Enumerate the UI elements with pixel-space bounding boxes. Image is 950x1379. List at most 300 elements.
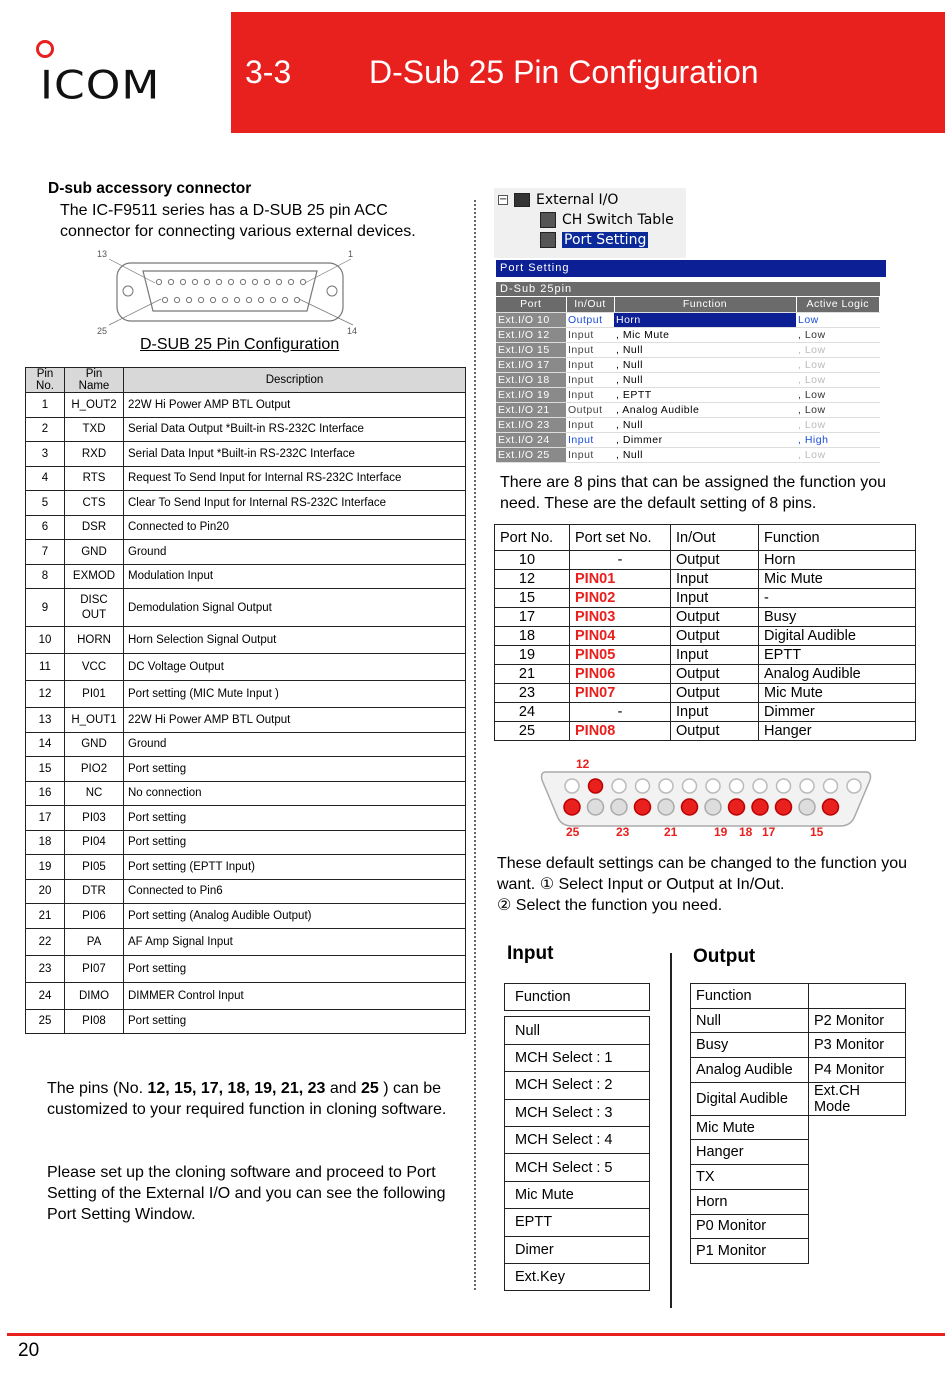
port-setting-cell-fn[interactable]: , Null xyxy=(614,447,796,462)
connector2-pin xyxy=(635,799,651,815)
default-cell-io: Input xyxy=(671,703,759,722)
pin-cell-name: PA xyxy=(65,928,124,955)
pin-row xyxy=(26,732,466,757)
port-setting-row[interactable] xyxy=(496,327,880,342)
port-setting-cell-port: Ext.I/O 12 xyxy=(496,327,566,342)
tree-item-ch-switch-label: CH Switch Table xyxy=(562,212,674,228)
pin-cell-desc: Request To Send Input for Internal RS-232C Interface xyxy=(124,466,466,491)
input-list-row xyxy=(505,984,650,1011)
connector-pin xyxy=(174,297,179,302)
input-list-header: Function xyxy=(505,984,650,1011)
default-cell-set: PIN07 xyxy=(570,684,671,703)
port-setting-cell-fn[interactable]: , Analog Audible xyxy=(614,402,796,417)
pin-cell-name: CTS xyxy=(65,491,124,516)
connector-pin xyxy=(210,297,215,302)
default-cell-io: Output xyxy=(671,684,759,703)
def-col-set: Port set No. xyxy=(570,525,671,551)
port-setting-cell-logic[interactable]: , Low xyxy=(796,357,880,372)
pin-cell-no: 20 xyxy=(26,879,65,904)
default-cell-set: PIN05 xyxy=(570,646,671,665)
conn2-label: 18 xyxy=(739,825,753,839)
pin-cell-desc: Port setting xyxy=(124,757,466,782)
port-setting-cell-logic[interactable]: , Low xyxy=(796,447,880,462)
port-setting-cell-io[interactable]: Input xyxy=(566,447,614,462)
port-setting-cell-fn[interactable]: , Mic Mute xyxy=(614,327,796,342)
port-setting-cell-port: Ext.I/O 25 xyxy=(496,447,566,462)
default-cell-port: 21 xyxy=(495,665,570,684)
output-list-empty xyxy=(809,1239,906,1264)
connector2-pin xyxy=(683,779,697,793)
port-setting-cell-fn[interactable]: , EPTT xyxy=(614,387,796,402)
default-cell-port: 15 xyxy=(495,589,570,608)
conn2-label: 19 xyxy=(714,825,728,839)
port-setting-cell-port: Ext.I/O 10 xyxy=(496,312,566,327)
connector-pin xyxy=(294,297,299,302)
port-setting-cell-port: Ext.I/O 24 xyxy=(496,432,566,447)
pin-row xyxy=(26,781,466,806)
port-setting-cell-io[interactable]: Input xyxy=(566,342,614,357)
port-setting-cell-fn[interactable]: Horn xyxy=(614,312,796,327)
input-list-row xyxy=(505,1044,650,1071)
default-row xyxy=(495,703,916,722)
port-setting-cell-port: Ext.I/O 18 xyxy=(496,372,566,387)
default-cell-fn: Busy xyxy=(759,608,916,627)
pin-row xyxy=(26,904,466,929)
intro-heading: D-sub accessory connector xyxy=(48,180,252,197)
grid-col-inout: In/Out xyxy=(566,297,614,312)
pin-cell-no: 16 xyxy=(26,781,65,806)
col-description: Description xyxy=(124,368,466,393)
pin-cell-no: 23 xyxy=(26,955,65,982)
default-cell-port: 18 xyxy=(495,627,570,646)
def-col-io: In/Out xyxy=(671,525,759,551)
connector-pin xyxy=(180,279,185,284)
pin-cell-desc: Port setting xyxy=(124,955,466,982)
logo-ring-icon xyxy=(36,40,54,58)
conn2-label: 17 xyxy=(762,825,776,839)
default-cell-fn: Horn xyxy=(759,551,916,570)
default-cell-fn: Hanger xyxy=(759,722,916,741)
pin-cell-name: VCC xyxy=(65,654,124,681)
default-cell-io: Output xyxy=(671,608,759,627)
port-setting-cell-io[interactable]: Input xyxy=(566,327,614,342)
pin-row xyxy=(26,928,466,955)
pin-row xyxy=(26,627,466,654)
pin-cell-desc: Port setting (EPTT Input) xyxy=(124,855,466,880)
def-col-function: Function xyxy=(759,525,916,551)
input-heading: Input xyxy=(507,943,554,964)
conn2-label: 15 xyxy=(810,825,824,839)
pin-row xyxy=(26,540,466,565)
conn2-label: 23 xyxy=(616,825,630,839)
pin-cell-desc: Port setting xyxy=(124,806,466,831)
pin-cell-name: GND xyxy=(65,732,124,757)
external-io-tree xyxy=(494,188,686,258)
connector2-pin xyxy=(823,799,839,815)
connector-pin xyxy=(282,297,287,302)
output-list-item: Horn xyxy=(691,1189,809,1214)
highlighted-connector-diagram xyxy=(536,756,876,846)
connector2-pin xyxy=(729,799,745,815)
output-list-item: Analog Audible xyxy=(691,1058,809,1083)
output-list-header: Function xyxy=(691,984,809,1009)
port-setting-cell-io[interactable]: Input xyxy=(566,417,614,432)
default-cell-fn: EPTT xyxy=(759,646,916,665)
output-list-row xyxy=(691,1140,906,1165)
tree-item-port-setting[interactable] xyxy=(540,232,648,248)
default-cell-set: PIN02 xyxy=(570,589,671,608)
connector-pin xyxy=(162,297,167,302)
output-list-item: Null xyxy=(691,1008,809,1033)
connector-pin xyxy=(216,279,221,284)
default-row xyxy=(495,722,916,741)
connector2-pin xyxy=(612,779,626,793)
pin-cell-name: RXD xyxy=(65,442,124,467)
pin-cell-name: DISC OUT xyxy=(65,589,124,627)
default-pin-table xyxy=(494,524,916,741)
pin-cell-no: 15 xyxy=(26,757,65,782)
port-setting-row[interactable] xyxy=(496,342,880,357)
pin-cell-no: 19 xyxy=(26,855,65,880)
tree-item-ch-switch[interactable] xyxy=(540,212,674,228)
para1-end: ) can be customized to your required function in cloning software. xyxy=(47,1080,447,1118)
connector-pin xyxy=(252,279,257,284)
pin-cell-desc: Ground xyxy=(124,540,466,565)
section-title: D-Sub 25 Pin Configuration xyxy=(369,54,759,90)
pin-row xyxy=(26,564,466,589)
page-number: 20 xyxy=(18,1340,40,1361)
para1-and: and xyxy=(325,1080,361,1097)
input-list-item: MCH Select : 2 xyxy=(505,1072,650,1099)
connector-pin xyxy=(222,297,227,302)
output-list-item: Ext.CH Mode xyxy=(809,1082,906,1115)
logo-text: ICOM xyxy=(40,62,161,109)
grid-col-port: Port xyxy=(496,297,566,312)
pin-cell-name: GND xyxy=(65,540,124,565)
col-pin-no: Pin No. xyxy=(26,368,65,393)
default-settings-intro: There are 8 pins that can be assigned the function you need. These are the default setting of 8 pins. xyxy=(500,474,887,512)
conn-label-13: 13 xyxy=(97,249,108,259)
section-number: 3-3 xyxy=(245,54,292,90)
input-list-item: EPTT xyxy=(505,1209,650,1236)
port-setting-row[interactable] xyxy=(496,387,880,402)
port-setting-cell-io[interactable]: Input xyxy=(566,387,614,402)
port-setting-cell-logic[interactable]: , Low xyxy=(796,417,880,432)
pin-cell-no: 6 xyxy=(26,515,65,540)
pin-cell-desc: Horn Selection Signal Output xyxy=(124,627,466,654)
output-list-row xyxy=(691,1239,906,1264)
pin-cell-desc: Port setting (Analog Audible Output) xyxy=(124,904,466,929)
default-row xyxy=(495,627,916,646)
conn2-label: 25 xyxy=(566,825,580,839)
connector-pin xyxy=(300,279,305,284)
pin-cell-desc: DIMMER Control Input xyxy=(124,982,466,1009)
connector-pin xyxy=(228,279,233,284)
connector-pin xyxy=(234,297,239,302)
tree-root-label: External I/O xyxy=(536,192,619,208)
port-setting-cell-io[interactable]: Input xyxy=(566,432,614,447)
port-setting-cell-port: Ext.I/O 21 xyxy=(496,402,566,417)
output-list-item: Mic Mute xyxy=(691,1115,809,1140)
connector2-pin xyxy=(705,799,721,815)
pin-row xyxy=(26,466,466,491)
connector-pin xyxy=(276,279,281,284)
output-list-item: Busy xyxy=(691,1033,809,1058)
output-list-empty xyxy=(809,1214,906,1239)
pin-cell-no: 22 xyxy=(26,928,65,955)
connector2-pin xyxy=(776,799,792,815)
connector2-pin xyxy=(799,799,815,815)
port-setting-cell-port: Ext.I/O 15 xyxy=(496,342,566,357)
setup-paragraph: Please set up the cloning software and proceed to Port Setting of the External I/O and you can see the following Port Setting Window. xyxy=(47,1164,446,1223)
pin-cell-no: 25 xyxy=(26,1009,65,1034)
port-setting-cell-port: Ext.I/O 19 xyxy=(496,387,566,402)
footer-line xyxy=(7,1333,945,1336)
pin-cell-name: DIMO xyxy=(65,982,124,1009)
list-divider xyxy=(670,953,672,1308)
conn2-label-12: 12 xyxy=(576,757,590,771)
pin-cell-name: PI08 xyxy=(65,1009,124,1034)
output-list-row xyxy=(691,1214,906,1239)
pin-row xyxy=(26,757,466,782)
para1-pins: 12, 15, 17, 18, 19, 21, 23 xyxy=(147,1080,326,1097)
default-cell-set: PIN03 xyxy=(570,608,671,627)
default-cell-io: Input xyxy=(671,646,759,665)
connector2-pin xyxy=(659,779,673,793)
section-banner xyxy=(231,12,945,133)
port-setting-cell-logic[interactable]: , Low xyxy=(796,372,880,387)
conn-label-1: 1 xyxy=(348,249,354,259)
connector-pin xyxy=(246,297,251,302)
port-setting-cell-fn[interactable]: , Null xyxy=(614,417,796,432)
default-cell-fn: Analog Audible xyxy=(759,665,916,684)
pin-cell-name: H_OUT1 xyxy=(65,708,124,733)
pin-cell-name: DSR xyxy=(65,515,124,540)
input-list-item: Null xyxy=(505,1017,650,1044)
default-row xyxy=(495,589,916,608)
connector2-pin xyxy=(800,779,814,793)
pin-cell-desc: DC Voltage Output xyxy=(124,654,466,681)
default-cell-fn: Digital Audible xyxy=(759,627,916,646)
pin-cell-desc: Connected to Pin6 xyxy=(124,879,466,904)
port-setting-cell-io[interactable]: Output xyxy=(566,312,614,327)
pin-cell-desc: Serial Data Input *Built-in RS-232C Interface xyxy=(124,442,466,467)
output-list-empty xyxy=(809,1189,906,1214)
change-instructions xyxy=(497,853,917,916)
port-setting-cell-logic[interactable]: , Low xyxy=(796,387,880,402)
port-setting-cell-io[interactable]: Input xyxy=(566,357,614,372)
output-list-empty xyxy=(809,1140,906,1165)
pin-cell-desc: Port setting xyxy=(124,1009,466,1034)
connector2-pin xyxy=(636,779,650,793)
port-setting-row[interactable] xyxy=(496,357,880,372)
pin-cell-desc: Clear To Send Input for Internal RS-232C Interface xyxy=(124,491,466,516)
default-cell-port: 19 xyxy=(495,646,570,665)
pin-table xyxy=(25,367,466,1034)
pin-cell-desc: Port setting (MIC Mute Input ) xyxy=(124,681,466,708)
default-cell-fn: - xyxy=(759,589,916,608)
port-setting-row[interactable] xyxy=(496,447,880,462)
output-list-item: Hanger xyxy=(691,1140,809,1165)
pin-cell-no: 18 xyxy=(26,830,65,855)
collapse-icon[interactable]: − xyxy=(499,194,508,205)
pin-row xyxy=(26,589,466,627)
pin-cell-desc: Ground xyxy=(124,732,466,757)
default-cell-set: PIN01 xyxy=(570,570,671,589)
output-list-item: P0 Monitor xyxy=(691,1214,809,1239)
port-setting-row[interactable] xyxy=(496,312,880,327)
port-setting-cell-fn[interactable]: , Dimmer xyxy=(614,432,796,447)
input-list-row xyxy=(505,1099,650,1126)
output-list-row xyxy=(691,1165,906,1190)
port-setting-cell-port: Ext.I/O 23 xyxy=(496,417,566,432)
port-setting-cell-fn[interactable]: , Null xyxy=(614,342,796,357)
port-setting-row[interactable] xyxy=(496,432,880,447)
default-row xyxy=(495,646,916,665)
pin-row xyxy=(26,654,466,681)
connector-pin xyxy=(264,279,269,284)
def-col-port: Port No. xyxy=(495,525,570,551)
table-icon xyxy=(540,212,556,228)
pin-cell-name: NC xyxy=(65,781,124,806)
icom-logo xyxy=(36,40,166,109)
connector-pin xyxy=(186,297,191,302)
pin-cell-name: H_OUT2 xyxy=(65,393,124,418)
default-cell-port: 17 xyxy=(495,608,570,627)
pin-cell-no: 24 xyxy=(26,982,65,1009)
input-function-list xyxy=(504,983,650,1291)
default-cell-fn: Mic Mute xyxy=(759,684,916,703)
output-list-row xyxy=(691,1082,906,1115)
pin-cell-name: PI07 xyxy=(65,955,124,982)
pin-cell-no: 4 xyxy=(26,466,65,491)
para1-last-pin: 25 xyxy=(361,1080,379,1097)
window-title: Port Setting xyxy=(496,260,886,277)
col-pin-name: Pin Name xyxy=(65,368,124,393)
input-list-row xyxy=(505,1126,650,1153)
output-list-item: P4 Monitor xyxy=(809,1058,906,1083)
default-cell-fn: Dimmer xyxy=(759,703,916,722)
port-setting-cell-logic[interactable]: , Low xyxy=(796,342,880,357)
pin-cell-no: 8 xyxy=(26,564,65,589)
input-list-item: Dimer xyxy=(505,1236,650,1263)
pin-row xyxy=(26,982,466,1009)
connector2-pin xyxy=(658,799,674,815)
default-row xyxy=(495,684,916,703)
port-setting-cell-logic[interactable]: , High xyxy=(796,432,880,447)
default-row xyxy=(495,551,916,570)
pin-row xyxy=(26,830,466,855)
connector-pin xyxy=(204,279,209,284)
port-setting-row[interactable] xyxy=(496,417,880,432)
port-setting-row[interactable] xyxy=(496,402,880,417)
pin-cell-desc: 22W Hi Power AMP BTL Output xyxy=(124,393,466,418)
tree-root[interactable] xyxy=(498,192,618,208)
connector-pin xyxy=(288,279,293,284)
connector2-pin xyxy=(565,779,579,793)
pin-row xyxy=(26,806,466,831)
input-list-row xyxy=(505,1236,650,1263)
port-setting-cell-fn[interactable]: , Null xyxy=(614,357,796,372)
pin-cell-name: RTS xyxy=(65,466,124,491)
default-cell-fn: Mic Mute xyxy=(759,570,916,589)
step-1: ① Select Input or Output at In/Out. xyxy=(539,876,785,893)
default-cell-io: Output xyxy=(671,722,759,741)
connector-pin xyxy=(240,279,245,284)
input-list-row xyxy=(505,1072,650,1099)
pin-cell-no: 10 xyxy=(26,627,65,654)
port-setting-cell-logic[interactable]: , Low xyxy=(796,327,880,342)
conn-label-25: 25 xyxy=(97,326,108,335)
connector2-pin xyxy=(589,779,603,793)
port-setting-cell-logic[interactable]: Low xyxy=(796,312,880,327)
port-setting-cell-io[interactable]: Output xyxy=(566,402,614,417)
pin-cell-desc: Connected to Pin20 xyxy=(124,515,466,540)
connector-pin xyxy=(156,279,161,284)
default-cell-io: Output xyxy=(671,665,759,684)
pin-cell-desc: AF Amp Signal Input xyxy=(124,928,466,955)
output-list-item: P2 Monitor xyxy=(809,1008,906,1033)
pin-cell-no: 5 xyxy=(26,491,65,516)
connector-pin xyxy=(198,297,203,302)
default-cell-set: PIN06 xyxy=(570,665,671,684)
output-list-empty xyxy=(809,1115,906,1140)
connector2-pin xyxy=(564,799,580,815)
port-setting-cell-io[interactable]: Input xyxy=(566,372,614,387)
pin-row xyxy=(26,955,466,982)
default-cell-port: 25 xyxy=(495,722,570,741)
pin-cell-name: HORN xyxy=(65,627,124,654)
default-row xyxy=(495,665,916,684)
output-list-item: P3 Monitor xyxy=(809,1033,906,1058)
connector2-pin xyxy=(682,799,698,815)
connector-pin xyxy=(270,297,275,302)
input-list-row xyxy=(505,1181,650,1208)
grid-col-function: Function xyxy=(614,297,796,312)
tree-item-port-setting-label: Port Setting xyxy=(564,232,647,248)
pin-cell-name: DTR xyxy=(65,879,124,904)
default-cell-io: Input xyxy=(671,589,759,608)
port-setting-cell-fn[interactable]: , Null xyxy=(614,372,796,387)
output-list-item: P1 Monitor xyxy=(691,1239,809,1264)
output-list-row xyxy=(691,1115,906,1140)
port-setting-cell-logic[interactable]: , Low xyxy=(796,402,880,417)
pin-cell-no: 13 xyxy=(26,708,65,733)
pin-row xyxy=(26,393,466,418)
port-setting-grid xyxy=(496,297,880,463)
output-function-list xyxy=(690,983,906,1264)
pin-cell-name: TXD xyxy=(65,417,124,442)
connector2-pin xyxy=(777,779,791,793)
folder-icon xyxy=(514,193,530,207)
input-list-item: Mic Mute xyxy=(505,1181,650,1208)
port-setting-row[interactable] xyxy=(496,372,880,387)
connector2-pin xyxy=(588,799,604,815)
pin-row xyxy=(26,491,466,516)
pin-cell-name: PI04 xyxy=(65,830,124,855)
pin-cell-name: EXMOD xyxy=(65,564,124,589)
port-setting-cell-port: Ext.I/O 17 xyxy=(496,357,566,372)
pin-cell-name: PIO2 xyxy=(65,757,124,782)
table-icon xyxy=(540,232,556,248)
pin-cell-desc: Demodulation Signal Output xyxy=(124,589,466,627)
default-cell-io: Output xyxy=(671,551,759,570)
change-line: These default settings can be changed to the function you want. xyxy=(497,855,908,893)
input-list-row xyxy=(505,1209,650,1236)
connector-pin xyxy=(192,279,197,284)
pin-cell-no: 2 xyxy=(26,417,65,442)
default-cell-port: 24 xyxy=(495,703,570,722)
